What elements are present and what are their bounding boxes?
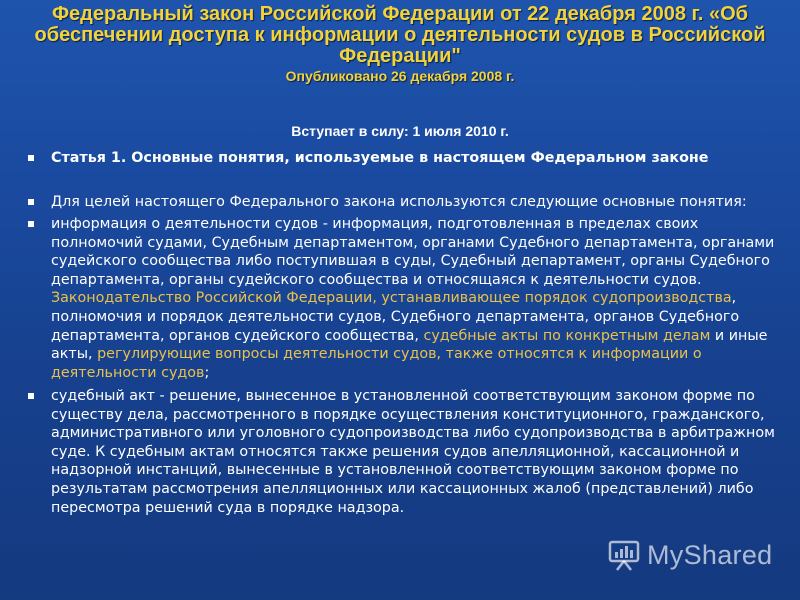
article-heading: Статья 1. Основные понятия, используемые в настоящем Федеральном законе <box>51 150 709 166</box>
watermark-logo <box>607 536 787 576</box>
highlighted-text: регулирующие вопросы деятельности судов, также относятся к информации о деятельности судов <box>51 346 702 381</box>
definition-text: и иные акты, <box>51 327 768 363</box>
presentation-board-icon <box>607 538 641 572</box>
list-item-definition-court-info <box>28 215 792 382</box>
bullet-icon <box>28 393 34 399</box>
list-item-article <box>28 149 792 168</box>
slide-title <box>20 4 780 85</box>
definition-text: , полномочия и порядок деятельности судов, Судебного департамента, органов Судебного департамента, органов судейского сообщества, <box>51 290 740 344</box>
law-title: Федеральный закон Российской Федерации от 22 декабря 2008 г. «Об обеспечении доступа к информации о деятельности судов в Российской Федерации" <box>34 3 766 67</box>
highlighted-text: судебные акты по конкретным делам <box>423 327 711 344</box>
list-item-intro <box>28 193 792 212</box>
bullet-icon <box>28 221 34 227</box>
intro-text: Для целей настоящего Федерального закона используются следующие основные понятия: <box>51 194 747 210</box>
bullet-icon <box>28 199 34 205</box>
list-item-definition-judicial-act <box>28 387 792 517</box>
publication-date: Опубликовано 26 декабря 2008 г. <box>285 68 515 84</box>
highlighted-text: Законодательство Российской Федерации, устанавливающее порядок судопроизводства <box>51 290 732 307</box>
watermark-text: MyShared <box>647 540 773 570</box>
definition-text: ; <box>204 364 210 381</box>
definition-judicial-act: судебный акт - решение, вынесенное в установленной соответствующим законом форме по существу дела, рассмотренного в порядке осуществления конституционного, гражданского, административного или уголовного судопроизводства либо судопроизводства в арбитражном суде. К судебным актам относятся также решения судов апелляционной, кассационной и надзорной инстанций, вынесенные в установленной соответствующим законом форме по результатам рассмотрения апелляционных или кассационных жалоб (представлений) либо пересмотра решений суда в порядке надзора. <box>51 388 775 516</box>
bullet-icon <box>28 155 34 161</box>
definition-text: информация о деятельности судов - информация, подготовленная в пределах своих полномочий судами, Судебным департаментом, органами Судебного департамента, органами судейского сообщества либо поступившая в суды, Судебный департамент, органы Судебного департамента, органы судейского сообщества и относящаяся к деятельности судов. <box>51 216 775 288</box>
definition-court-info <box>51 215 792 382</box>
effective-date: Вступает в силу: 1 июля 2010 г. <box>291 123 509 139</box>
